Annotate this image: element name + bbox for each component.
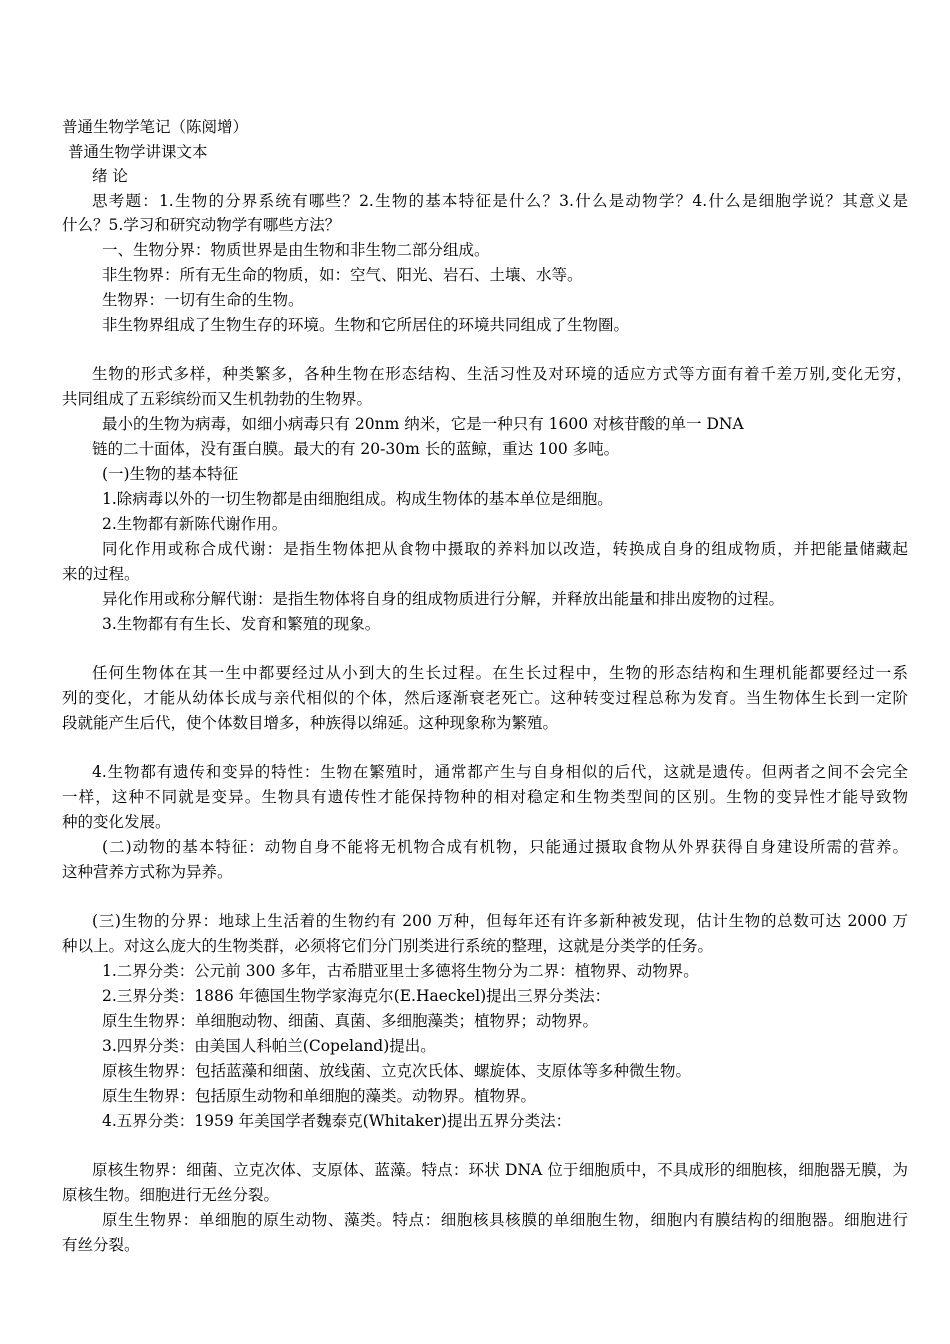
- paragraph-line: 同化作用或称合成代谢：是指生物体把从食物中摄取的养料加以改造，转换成自身的组成物质，并把能量储藏起: [102, 540, 908, 558]
- paragraph-line: 原核生物。细胞进行无丝分裂。: [62, 1186, 280, 1204]
- paragraph-line: 这种营养方式称为异养。: [62, 863, 233, 881]
- paragraph-line: 异化作用或称分解代谢：是指生物体将自身的组成物质进行分解，并释放出能量和排出废物的过程。: [102, 590, 785, 608]
- paragraph-line: 1.二界分类：公元前 300 多年，古希腊亚里士多德将生物分为二界：植物界、动物界。: [102, 962, 699, 980]
- paragraph-line: 任何生物体在其一生中都要经过从小到大的生长过程。在生长过程中，生物的形态结构和生理机能都要经过一系: [92, 664, 908, 682]
- paragraph-line: 原生生物界：单细胞动物、细菌、真菌、多细胞藻类；植物界；动物界。: [102, 1012, 599, 1030]
- paragraph-line: (三)生物的分界：地球上生活着的生物约有 200 万种，但每年还有许多新种被发现，估计生物的总数可达 2000 万: [92, 912, 908, 930]
- paragraph-line: 思考题：1.生物的分界系统有哪些？2.生物的基本特征是什么？3.什么是动物学？4.什么是细胞学说？其意义是: [92, 192, 908, 210]
- paragraph-line: 原生生物界：单细胞的原生动物、藻类。特点：细胞核具核膜的单细胞生物，细胞内有膜结构的细胞器。细胞进行: [102, 1211, 908, 1229]
- paragraph-line: 最小的生物为病毒，如细小病毒只有 20nm 纳米，它是一种只有 1600 对核苷酸的单一 DNA: [102, 415, 744, 433]
- paragraph-line: 什么？5.学习和研究动物学有哪些方法？: [62, 216, 341, 234]
- paragraph-line: 种以上。对这么庞大的生物类群，必须将它们分门别类进行系统的整理，这就是分类学的任务。: [62, 937, 714, 955]
- paragraph-line: 链的二十面体，没有蛋白膜。最大的有 20-30m 长的蓝鲸，重达 100 多吨。: [92, 440, 620, 458]
- paragraph-line: (二)动物的基本特征：动物自身不能将无机物合成有机物，只能通过摄取食物从外界获得自身建设所需的营养。: [102, 838, 908, 856]
- paragraph-line: 3.生物都有有生长、发育和繁殖的现象。: [102, 615, 381, 633]
- paragraph-line: 3.四界分类：由美国人科帕兰(Copeland)提出。: [102, 1037, 436, 1055]
- paragraph-line: 生物界：一切有生命的生物。: [102, 291, 304, 309]
- paragraph-line: 列的变化，才能从幼体长成与亲代相似的个体，然后逐渐衰老死亡。这种转变过程总称为发育。当生物体生长到一定阶: [62, 689, 908, 707]
- document-subtitle: 普通生物学讲课文本: [68, 143, 208, 161]
- paragraph-line: 一样，这种不同就是变异。生物具有遗传性才能保持物种的相对稳定和生物类型间的区别。生物的变异性才能导致物: [62, 788, 908, 806]
- paragraph-line: 来的过程。: [62, 565, 140, 583]
- paragraph-line: (一)生物的基本特征: [102, 465, 239, 483]
- paragraph-line: 4.五界分类：1959 年美国学者魏泰克(Whitaker)提出五界分类法：: [102, 1112, 572, 1130]
- paragraph-line: 4.生物都有遗传和变异的特性：生物在繁殖时，通常都产生与自身相似的后代，这就是遗传。但两者之间不会完全: [92, 763, 908, 781]
- paragraph-line: 有丝分裂。: [62, 1236, 140, 1254]
- paragraph-line: 段就能产生后代，使个体数目增多，种族得以绵延。这种现象称为繁殖。: [62, 714, 559, 732]
- paragraph-line: 共同组成了五彩缤纷而又生机勃勃的生物界。: [62, 390, 373, 408]
- paragraph-line: 生物的形式多样，种类繁多，各种生物在形态结构、生活习性及对环境的适应方式等方面有着千差万别,变化无穷，: [92, 365, 912, 383]
- paragraph-line: 2.生物都有新陈代谢作用。: [102, 515, 288, 533]
- paragraph-line: 原核生物界：包括蓝藻和细菌、放线菌、立克次氏体、螺旋体、支原体等多种微生物。: [102, 1062, 692, 1080]
- paragraph-line: 2.三界分类：1886 年德国生物学家海克尔(E.Haeckel)提出三界分类法：: [102, 987, 611, 1005]
- paragraph-line: 一、生物分界：物质世界是由生物和非生物二部分组成。: [102, 241, 490, 259]
- paragraph-line: 原生生物界：包括原生动物和单细胞的藻类。动物界。植物界。: [102, 1087, 537, 1105]
- paragraph-line: 非生物界组成了生物生存的环境。生物和它所居住的环境共同组成了生物圈。: [102, 316, 630, 334]
- paragraph-line: 非生物界：所有无生命的物质，如：空气、阳光、岩石、土壤、水等。: [102, 266, 583, 284]
- paragraph-line: 种的变化发展。: [62, 813, 171, 831]
- paragraph-line: 1.除病毒以外的一切生物都是由细胞组成。构成生物体的基本单位是细胞。: [102, 490, 613, 508]
- paragraph-line: 原核生物界：细菌、立克次体、支原体、蓝藻。特点：环状 DNA 位于细胞质中，不具成形的细胞核，细胞器无膜，为: [92, 1161, 908, 1179]
- section-heading: 绪 论: [92, 167, 128, 185]
- document-title: 普通生物学笔记（陈阅增）: [62, 118, 249, 136]
